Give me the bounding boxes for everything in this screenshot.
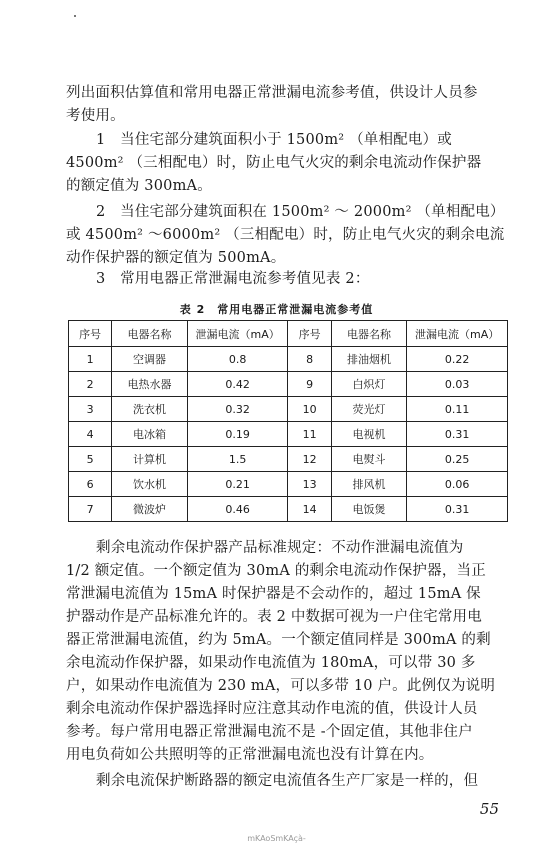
table-cell: 2 [69,372,112,397]
table-cell: 11 [288,422,331,447]
table-cell: 0.31 [407,497,508,522]
table-cell: 9 [288,372,331,397]
table-cell: 14 [288,497,331,522]
table-cell: 电冰箱 [112,422,188,447]
leakage-current-table [68,320,508,522]
table-cell: 0.32 [187,397,288,422]
text-line: 常泄漏电流值为 15mA 时保护器是不会动作的，超过 15mA 保 [66,586,481,602]
header-cell: 泄漏电流（mA） [187,321,288,347]
table-cell: 10 [288,397,331,422]
table-caption: 表 2 常用电器正常泄漏电流参考值 [179,303,374,316]
text-line: 剩余电流动作保护器选择时应注意其动作电流的值，供设计人员 [66,701,478,717]
table-row [69,472,508,497]
table-cell: 排风机 [331,472,407,497]
header-cell: 泄漏电流（mA） [407,321,508,347]
text-line: 余电流动作保护器，如果动作电流值为 180mA，可以带 30 多 [66,655,476,671]
page-number: 55 [479,800,499,818]
table-cell: 微波炉 [112,497,188,522]
table-cell: 0.06 [407,472,508,497]
text-line: 剩余电流保护断路器的额定电流值各生产厂家是一样的，但 [96,773,479,789]
table-cell: 饮水机 [112,472,188,497]
table-cell: 洗衣机 [112,397,188,422]
text-line: 器正常泄漏电流值，约为 5mA。一个额定值同样是 300mA 的剩 [66,632,491,648]
table-row [69,422,508,447]
table-cell: 排油烟机 [331,347,407,372]
table-cell: 电视机 [331,422,407,447]
table-cell: 6 [69,472,112,497]
paragraph-item-1 [66,129,506,198]
text-line: 1/2 额定值。一个额定值为 30mA 的剩余电流动作保护器，当正 [66,563,486,579]
table-cell: 电热水器 [112,372,188,397]
table-cell: 3 [69,397,112,422]
table-cell: 空调器 [112,347,188,372]
table-cell: 0.11 [407,397,508,422]
text-line: 2 当住宅部分建筑面积在 1500m² ～ 2000m² （单相配电） [96,204,505,220]
table-cell: 13 [288,472,331,497]
table-cell: 0.19 [187,422,288,447]
paragraph-item-3 [66,268,506,291]
text-line: 的额定值为 300mA。 [66,178,212,194]
table-row [69,497,508,522]
table-cell: 电熨斗 [331,447,407,472]
header-cell: 电器名称 [112,321,188,347]
text-line: 剩余电流动作保护器产品标准规定：不动作泄漏电流值为 [96,540,464,556]
paragraph-intro [66,82,506,128]
watermark-text: mKAoSmKAçà- [247,834,306,843]
table-row [69,347,508,372]
scan-speck [74,15,76,17]
text-line: 或 4500m² ～6000m² （三相配电）时，防止电气火灾的剩余电流 [66,227,505,243]
text-line: 1 当住宅部分建筑面积小于 1500m² （单相配电）或 [96,132,453,148]
text-line: 列出面积估算值和常用电器正常泄漏电流参考值，供设计人员参 [66,85,478,101]
table-cell: 0.03 [407,372,508,397]
table-cell: 1.5 [187,447,288,472]
text-line: 动作保护器的额定值为 500mA。 [66,250,286,266]
table-cell: 5 [69,447,112,472]
text-line: 护器动作是产品标准允许的。表 2 中数据可视为一户住宅常用电 [66,609,482,625]
table-cell: 0.31 [407,422,508,447]
table-cell: 白炽灯 [331,372,407,397]
text-line: 4500m² （三相配电）时，防止电气火灾的剩余电流动作保护器 [66,155,482,171]
table-cell: 12 [288,447,331,472]
table-cell: 电饭煲 [331,497,407,522]
text-line: 用电负荷如公共照明等的正常泄漏电流也没有计算在内。 [66,747,434,763]
paragraph-explanation [66,537,506,767]
table-cell: 计算机 [112,447,188,472]
table-header-row [69,321,508,347]
table-cell: 荧光灯 [331,397,407,422]
table-cell: 1 [69,347,112,372]
table-cell: 0.8 [187,347,288,372]
text-line: 参考。每户常用电器正常泄漏电流不是 -个固定值，其他非住户 [66,724,473,740]
header-cell: 序号 [69,321,112,347]
table-row [69,397,508,422]
table-cell: 0.25 [407,447,508,472]
table-cell: 0.22 [407,347,508,372]
text-line: 考使用。 [66,108,125,124]
header-cell: 序号 [288,321,331,347]
text-line: 户，如果动作电流值为 230 mA，可以多带 10 户。此例仅为说明 [66,678,496,694]
text-line: 3 常用电器正常泄漏电流参考值见表 2： [96,271,370,287]
header-cell: 电器名称 [331,321,407,347]
paragraph-closing [66,770,506,793]
table-cell: 0.21 [187,472,288,497]
paragraph-item-2 [66,201,506,270]
table-cell: 4 [69,422,112,447]
table-cell: 7 [69,497,112,522]
table-cell: 0.46 [187,497,288,522]
table-row [69,372,508,397]
table-cell: 8 [288,347,331,372]
table-row [69,447,508,472]
table-cell: 0.42 [187,372,288,397]
